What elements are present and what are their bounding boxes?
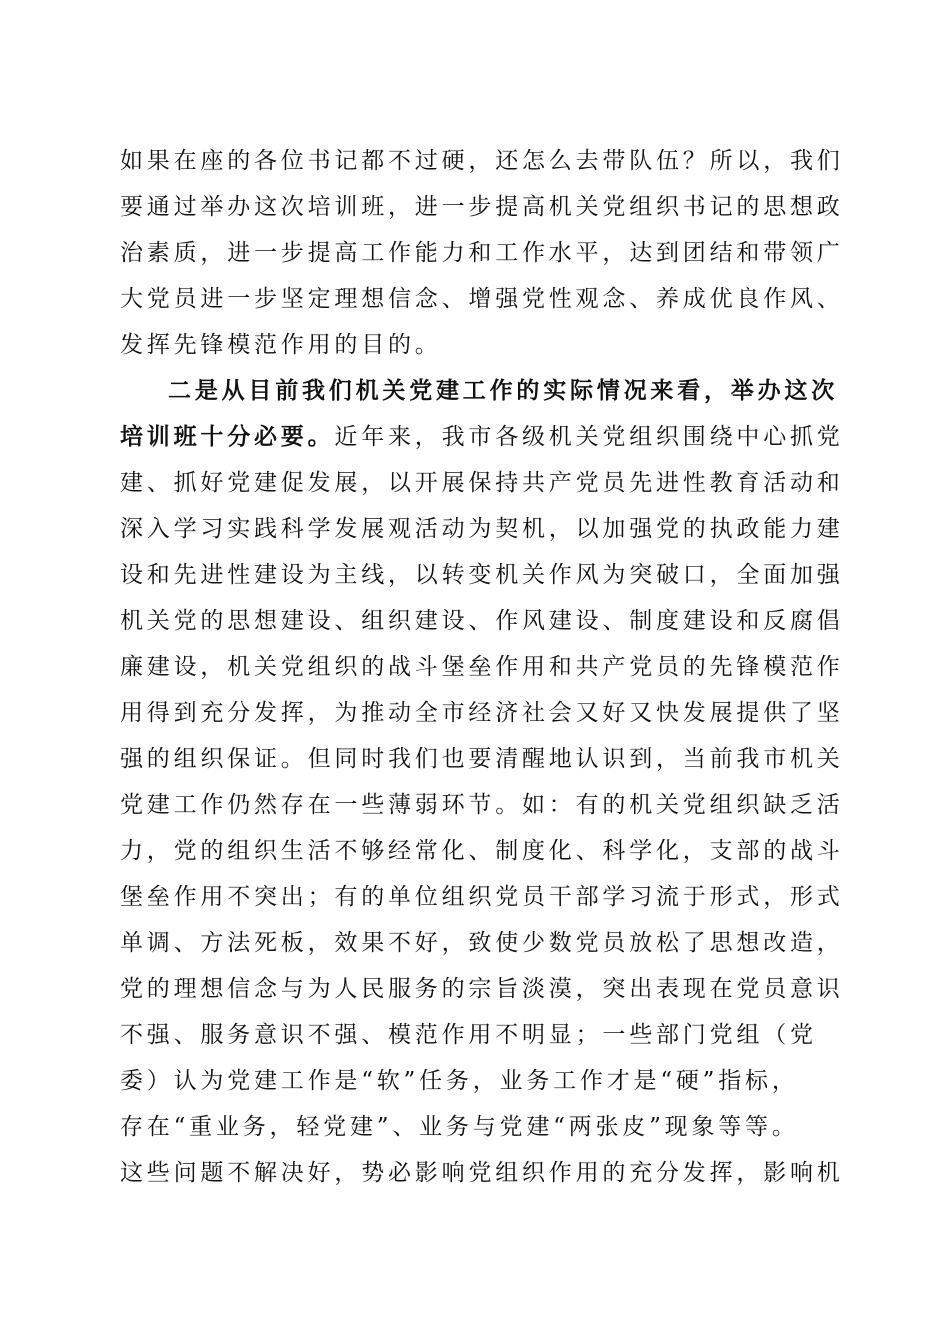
paragraph-2-heading-line-2: 培训班十分必要。	[120, 423, 335, 450]
paragraph-2-line-3: 建、抓好党建促发展，以开展保持共产党员先进性教育活动和	[120, 470, 844, 496]
paragraph-1-line-4: 大党员进一步坚定理想信念、增强党性观念、养成优良作风、	[120, 286, 844, 312]
paragraph-2-line-7: 廉建设，机关党组织的战斗堡垒作用和共产党员的先锋模范作	[120, 654, 844, 680]
paragraph-2-line-9: 强的组织保证。但同时我们也要清醒地认识到，当前我市机关	[120, 746, 844, 772]
paragraph-2-line-6: 机关党的思想建设、组织建设、作风建设、制度建设和反腐倡	[120, 608, 844, 634]
document-body	[120, 138, 844, 1196]
paragraph-1-line-5: 发挥先锋模范作用的目的。	[120, 332, 442, 358]
paragraph-2-line-11: 力，党的组织生活不够经常化、制度化、科学化，支部的战斗	[120, 838, 844, 864]
paragraph-2-line-4: 深入学习实践科学发展观活动为契机，以加强党的执政能力建	[120, 516, 844, 542]
paragraph-2-line-5: 设和先进性建设为主线，以转变机关作风为突破口，全面加强	[120, 562, 844, 588]
paragraph-1-line-1: 如果在座的各位书记都不过硬，还怎么去带队伍？所以，我们	[120, 148, 844, 174]
paragraph-1-line-3: 治素质，进一步提高工作能力和工作水平，达到团结和带领广	[120, 240, 844, 266]
paragraph-1-line-2: 要通过举办这次培训班，进一步提高机关党组织书记的思想政	[120, 194, 844, 220]
paragraph-2-line-10: 党建工作仍然存在一些薄弱环节。如：有的机关党组织缺乏活	[120, 792, 844, 818]
paragraph-2-heading-line-1: 二是从目前我们机关党建工作的实际情况来看，举办这次	[168, 377, 838, 404]
paragraph-2-line-15: 不强、服务意识不强、模范作用不明显；一些部门党组（党	[120, 1022, 817, 1048]
paragraph-2-line-16: 委）认为党建工作是“软”任务，业务工作才是“硬”指标，	[120, 1068, 799, 1094]
paragraph-2-line-17: 存在“重业务，轻党建”、业务与党建“两张皮”现象等等。	[120, 1114, 799, 1140]
paragraph-2-line-14: 党的理想信念与为人民服务的宗旨淡漠，突出表现在党员意识	[120, 976, 844, 1002]
paragraph-2-line-13: 单调、方法死板，效果不好，致使少数党员放松了思想改造，	[120, 930, 844, 956]
paragraph-2-line-18: 这些问题不解决好，势必影响党组织作用的充分发挥，影响机	[120, 1160, 844, 1186]
paragraph-2-line-2-rest: 近年来，我市各级机关党组织围绕中心抓党	[334, 424, 844, 450]
paragraph-2-line-8: 用得到充分发挥，为推动全市经济社会又好又快发展提供了坚	[120, 700, 844, 726]
paragraph-2-line-2	[120, 414, 844, 460]
paragraph-2-line-12: 堡垒作用不突出；有的单位组织党员干部学习流于形式，形式	[120, 884, 844, 910]
